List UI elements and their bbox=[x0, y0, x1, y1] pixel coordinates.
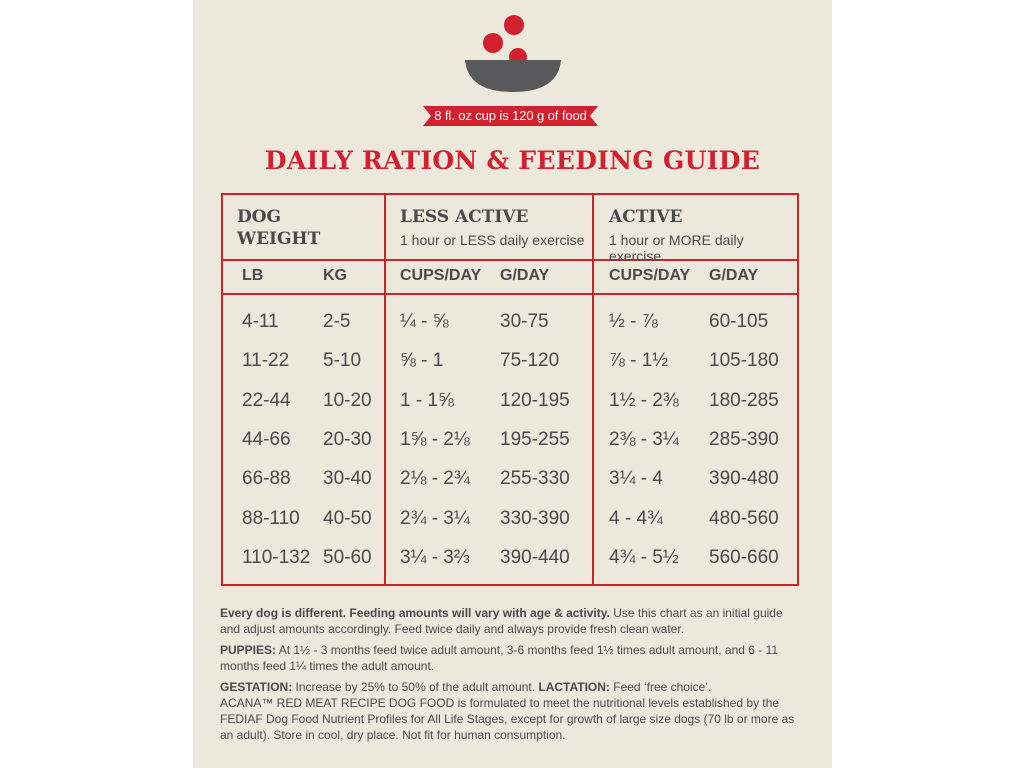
column-header: CUPS/DAY bbox=[400, 267, 482, 284]
active-title: ACTIVE bbox=[609, 207, 683, 227]
table-cell: 285-390 bbox=[709, 428, 779, 450]
table-cell: 105-180 bbox=[709, 350, 779, 372]
table-cell: 1½ - 2⅜ bbox=[609, 389, 679, 411]
column-header: G/DAY bbox=[709, 267, 759, 284]
table-cell: 4-11 bbox=[242, 311, 279, 332]
active-subtitle: 1 hour or MORE daily exercise bbox=[609, 232, 744, 264]
page-title: DAILY RATION & FEEDING GUIDE bbox=[264, 146, 761, 175]
table-cell: 4 - 4¾ bbox=[609, 507, 663, 529]
table-cell: 2⅜ - 3¼ bbox=[609, 428, 679, 450]
table-cell: 480-560 bbox=[709, 507, 779, 529]
note-formulation: ACANA™ RED MEAT RECIPE DOG FOOD is formulated to meet the nutritional levels established by the FEDIAF Dog Food Nutrient Profiles for All Life Stages, except for growth of large size dogs (70 lb or more as an adult). Store in cool, dry place. Not fit for human consumption. bbox=[220, 696, 795, 742]
column-header: LB bbox=[242, 267, 264, 284]
note-general: Every dog is different. Feeding amounts will vary with age & activity. Use this chart as an initial guide and adjust amounts accordingly. Feed twice daily and always provide fresh clean water. bbox=[220, 606, 783, 636]
table-cell: 120-195 bbox=[500, 389, 570, 411]
table-cell: 40-50 bbox=[323, 507, 372, 529]
dog-weight-title-line1: DOG bbox=[237, 207, 282, 227]
table-cell: 330-390 bbox=[500, 507, 570, 529]
table-cell: 75-120 bbox=[500, 350, 560, 372]
table-cell: 2-5 bbox=[323, 311, 351, 332]
table-cell: 5-10 bbox=[323, 350, 362, 372]
column-header: G/DAY bbox=[500, 267, 550, 284]
table-cell: 20-30 bbox=[323, 428, 372, 450]
table-cell: 110-132 bbox=[242, 546, 311, 568]
table-cell: ⅝ - 1 bbox=[400, 350, 444, 372]
table-cell: 2⅛ - 2¾ bbox=[400, 468, 470, 490]
table-cell: 50-60 bbox=[323, 546, 372, 568]
table-cell: 390-480 bbox=[709, 468, 779, 490]
food-bowl-icon bbox=[463, 12, 563, 92]
table-cell: 390-440 bbox=[500, 546, 570, 568]
table-cell: 88-110 bbox=[242, 507, 300, 529]
table-cell: 11-22 bbox=[242, 350, 290, 372]
table-cell: 1 - 1⅝ bbox=[400, 389, 454, 411]
column-header: CUPS/DAY bbox=[609, 267, 691, 284]
feeding-guide-panel bbox=[193, 0, 832, 768]
note-gestation: GESTATION: Increase by 25% to 50% of the adult amount. LACTATION: Feed ‘free choice’. bbox=[220, 680, 712, 694]
table-cell: 180-285 bbox=[709, 389, 779, 411]
divider bbox=[223, 293, 797, 295]
table-cell: 22-44 bbox=[242, 389, 291, 411]
table-cell: 44-66 bbox=[242, 428, 291, 450]
table-cell: ¼ - ⅝ bbox=[400, 311, 449, 332]
table-cell: 3¼ - 3⅔ bbox=[400, 546, 470, 568]
table-cell: 560-660 bbox=[709, 546, 779, 568]
dog-weight-title-line2: WEIGHT bbox=[237, 229, 321, 249]
divider bbox=[592, 195, 594, 584]
feeding-table bbox=[221, 193, 799, 586]
table-cell: ⅞ - 1½ bbox=[609, 350, 669, 372]
table-cell: 4¾ - 5½ bbox=[609, 546, 679, 568]
less-active-subtitle: 1 hour or LESS daily exercise bbox=[400, 232, 585, 248]
table-cell: 1⅝ - 2⅛ bbox=[400, 428, 470, 450]
table-cell: 2¾ - 3¼ bbox=[400, 507, 470, 529]
divider bbox=[384, 195, 386, 584]
table-cell: 30-40 bbox=[323, 468, 372, 490]
table-cell: 60-105 bbox=[709, 311, 769, 332]
cup-size-banner bbox=[423, 104, 598, 128]
cup-size-text: 8 fl. oz cup is 120 g of food bbox=[434, 108, 587, 123]
table-cell: ½ - ⅞ bbox=[609, 311, 658, 332]
table-cell: 66-88 bbox=[242, 468, 291, 490]
table-cell: 195-255 bbox=[500, 428, 570, 450]
feeding-notes bbox=[220, 605, 805, 748]
table-cell: 3¼ - 4 bbox=[609, 468, 663, 490]
note-puppies: PUPPIES: At 1½ - 3 months feed twice adult amount, 3-6 months feed 1½ times adult amount, and 6 - 11 months feed 1¼ times the adult amount. bbox=[220, 643, 779, 673]
table-cell: 255-330 bbox=[500, 468, 570, 490]
column-header: KG bbox=[323, 267, 347, 284]
less-active-title: LESS ACTIVE bbox=[400, 207, 529, 227]
table-cell: 30-75 bbox=[500, 311, 549, 332]
table-cell: 10-20 bbox=[323, 389, 372, 411]
